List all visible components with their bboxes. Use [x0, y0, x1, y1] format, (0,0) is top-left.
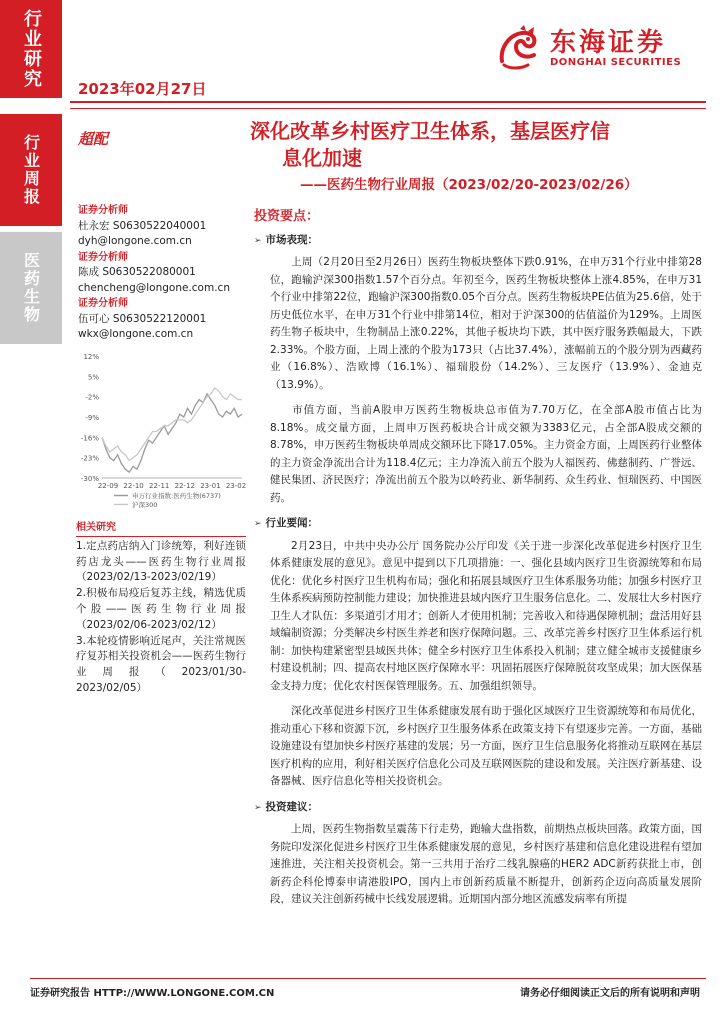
bullet-advice: [254, 799, 702, 818]
index-performance-chart: [78, 350, 246, 515]
brand-name-en: DONGHAI SECURITIES: [550, 56, 682, 68]
bullet-label: 投资建议：: [265, 800, 319, 813]
paragraph: [254, 402, 702, 507]
tab-label: 行业周报: [21, 134, 41, 206]
paragraph: [254, 703, 702, 791]
tab-weekly-report: [0, 114, 62, 226]
y-tick-label: 5%: [87, 373, 99, 382]
legend-label: 沪深300: [132, 501, 158, 509]
dragon-logo-icon: [494, 23, 544, 73]
report-subtitle: ——医药生物行业周报（2023/02/20-2023/02/26）: [300, 177, 638, 193]
tab-industry-research: [0, 0, 62, 98]
paragraph-text: 上周（2月20日至2月26日）医药生物板块整体下跌0.91%，在申万31个行业中排第28位，跑输沪深300指数1.57个百分点。年初至今，医药生物板块整体上涨4.85%，在申万31个行业中排第22位，跑输沪深300指数0.05个百分点。医药生物板块PE估值为25.6倍，处于历史低位水平，在申万31个行业中排第14位，相对于沪深300的估值溢价为129%。上周医药生物子板块中，生物制品上涨0.22%，其他子板块均下跌，其中医疗服务跌幅最大，下跌2.33%。个股方面，上周上涨的个股为173只（占比37.4%），涨幅前五的个股分别为西藏药业（16.8%）、浩欧博（16.1%）、福瑞股份（14.2%）、三友医疗（13.9%）、金迪克（13.9%）。: [270, 256, 702, 391]
analyst-heading: 证券分析师: [78, 251, 128, 263]
analyst-email[interactable]: wkx@longone.com.cn: [78, 328, 194, 340]
analyst-name: 陈成 S0630522080001: [78, 266, 196, 278]
bullet-market: [254, 232, 702, 251]
triangle-bullet-icon: ➢: [254, 235, 262, 246]
x-tick-label: 22-11: [149, 482, 170, 490]
analyst-block: [78, 203, 238, 250]
chart-svg: [78, 350, 246, 515]
x-tick-label: 22-12: [174, 482, 195, 490]
series-line: [102, 388, 242, 461]
header-rule-thin: [70, 108, 706, 109]
y-tick-label: -9%: [85, 414, 99, 422]
brand-name-cn: 东海证券: [550, 27, 667, 58]
analyst-block: [78, 250, 238, 297]
report-title: [250, 118, 700, 172]
footer-rule: [30, 978, 706, 979]
paragraph: [254, 821, 702, 909]
triangle-bullet-icon: ➢: [254, 519, 262, 529]
bullet-label: 市场表现：: [265, 233, 319, 246]
header-rule: [70, 101, 706, 103]
analyst-email[interactable]: chencheng@longone.com.cn: [78, 281, 230, 294]
footer-website[interactable]: 证券研究报告 HTTP://WWW.LONGONE.COM.CN: [30, 988, 275, 999]
y-tick-label: -16%: [80, 434, 99, 443]
analyst-name: 伍可心 S0630522120001: [78, 312, 207, 325]
related-item[interactable]: 2.积极布局疫后复苏主线，精选优质个股——医药生物行业周报（2023/02/06-2023/02/12）: [76, 587, 246, 631]
paragraph-text: 深化改革促进乡村医疗卫生体系健康发展有助于强化区域医疗卫生资源统筹和布局优化，推动重心下移和资源下沉，乡村医疗卫生服务体系在政策支持下有望逐步完善。一方面，基础设施建设有望加快乡村医疗基建的发展；另一方面，医疗卫生信息服务化将推动互联网在基层医疗机构的应用，利好相关医疗信息化公司及互联网医院的建设和发展。关注医疗新基建、设备器械、医疗信息化等相关投资机会。: [270, 705, 702, 787]
x-tick-label: 23-01: [200, 482, 221, 490]
related-item[interactable]: 3.本轮疫情影响近尾声，关注常规医疗复苏相关投资机会——医药生物行业周报（2023/01/30-2023/02/05）: [76, 634, 246, 694]
analyst-heading: 证券分析师: [78, 205, 128, 216]
x-tick-label: 22-10: [123, 482, 144, 490]
legend-label: 申万行业指数:医药生物(6737): [132, 492, 221, 500]
y-tick-label: 12%: [83, 353, 99, 361]
paragraph: [254, 254, 702, 394]
analyst-email[interactable]: dyh@longone.com.cn: [78, 235, 192, 247]
bullet-label: 行业要闻：: [265, 517, 319, 529]
tab-label: 医药生物: [21, 252, 41, 324]
y-tick-label: -23%: [80, 454, 99, 463]
section-title: 投资要点：: [254, 209, 320, 224]
related-item[interactable]: 1.定点药店纳入门诊统筹，利好连锁药店龙头——医药生物行业周报（2023/02/13-2023/02/19）: [76, 539, 246, 584]
paragraph: [254, 538, 702, 696]
y-tick-label: -2%: [85, 393, 99, 402]
tab-label: 行业研究: [21, 9, 42, 89]
x-tick-label: 22-09: [97, 482, 119, 490]
triangle-bullet-icon: ➢: [254, 802, 262, 813]
analyst-list: [78, 203, 238, 343]
paragraph-text: 市值方面，当前A股申万医药生物板块总市值为7.70万亿，在全部A股市值占比为8.18%。成交量方面，上周申万医药板块合计成交额为3383亿元，占全部A股成交额的8.78%，申万医药生物板块单周成交额环比下降17.05%。主力资金方面，上周医药行业整体的主力资金净流出合计为118.4亿元；主力净流入前五个股为人福医药、佛慈制药、广誉远、健民集团、济民医疗；净流出前五个股为以岭药业、新华制药、众生药业、恒瑞医药、中国医药。: [270, 404, 702, 504]
related-research: [76, 520, 246, 697]
title-line-1: 深化改革乡村医疗卫生体系，基层医疗信: [250, 119, 610, 143]
tab-pharma: [0, 232, 62, 344]
report-date: 2023年02月27日: [78, 80, 207, 98]
paragraph-text: 2月23日，中共中央办公厅 国务院办公厅印发《关于进一步深化改革促进乡村医疗卫生体系健康发展的意见》。意见中提到以下几项措施：一、强化县域内医疗卫生资源统筹和布局优化：优化乡村医疗卫生机构布局；强化和拓展县域医疗卫生体系服务功能；加强乡村医疗卫生体系疾病预防控制能力建设；加快推进县域内医疗卫生服务信息化。二、发展壮大乡村医疗卫生人才队伍：多渠道引才用才；创新人才使用机制；完善收入和待遇保障机制；盘活用好县域编制资源；分类解决乡村医生养老和医疗保障问题。三、改革完善乡村医疗卫生体系运行机制：加快构建紧密型县域医共体；健全乡村医疗卫生体系投入机制；建立健全城市支援健康乡村建设机制；四、提高农村地区医疗保障水平：巩固拓展医疗保障脱贫攻坚成果；加大医保基金支持力度；优化农村医保管理服务。五、加强组织领导。: [270, 539, 702, 692]
main-content: [254, 208, 702, 917]
analyst-name: 杜永宏 S0630522040001: [78, 219, 207, 232]
bullet-news: [254, 515, 702, 534]
x-tick-label: 23-02: [225, 482, 246, 490]
related-heading: 相关研究: [76, 520, 246, 537]
analyst-block: [78, 296, 238, 343]
series-line: [102, 394, 242, 472]
paragraph-text: 上周，医药生物指数呈震荡下行走势，跑输大盘指数，前期热点板块回落。政策方面，国务院印发深化促进乡村医疗卫生体系健康发展的意见，乡村医疗基建和信息化建设进程有望加速推进，关注相关投资机会。第一三共用于治疗二线乳腺癌的HER2 ADC新药获批上市，创新药企科伦博泰申请港股IPO，国内上市创新药质量不断提升，创新药企迈向高质量发展阶段，建议关注创新药械中长线发展逻辑。近期国内部分地区流感发病率有所提: [270, 823, 702, 905]
rating-label: 超配: [78, 130, 109, 148]
title-line-2: 息化加速: [282, 146, 362, 170]
y-tick-label: -30%: [80, 475, 99, 483]
brand-logo: [494, 22, 704, 74]
analyst-heading: 证券分析师: [78, 298, 128, 309]
footer-disclaimer: 请务必仔细阅读正文后的所有说明和声明: [520, 988, 700, 999]
